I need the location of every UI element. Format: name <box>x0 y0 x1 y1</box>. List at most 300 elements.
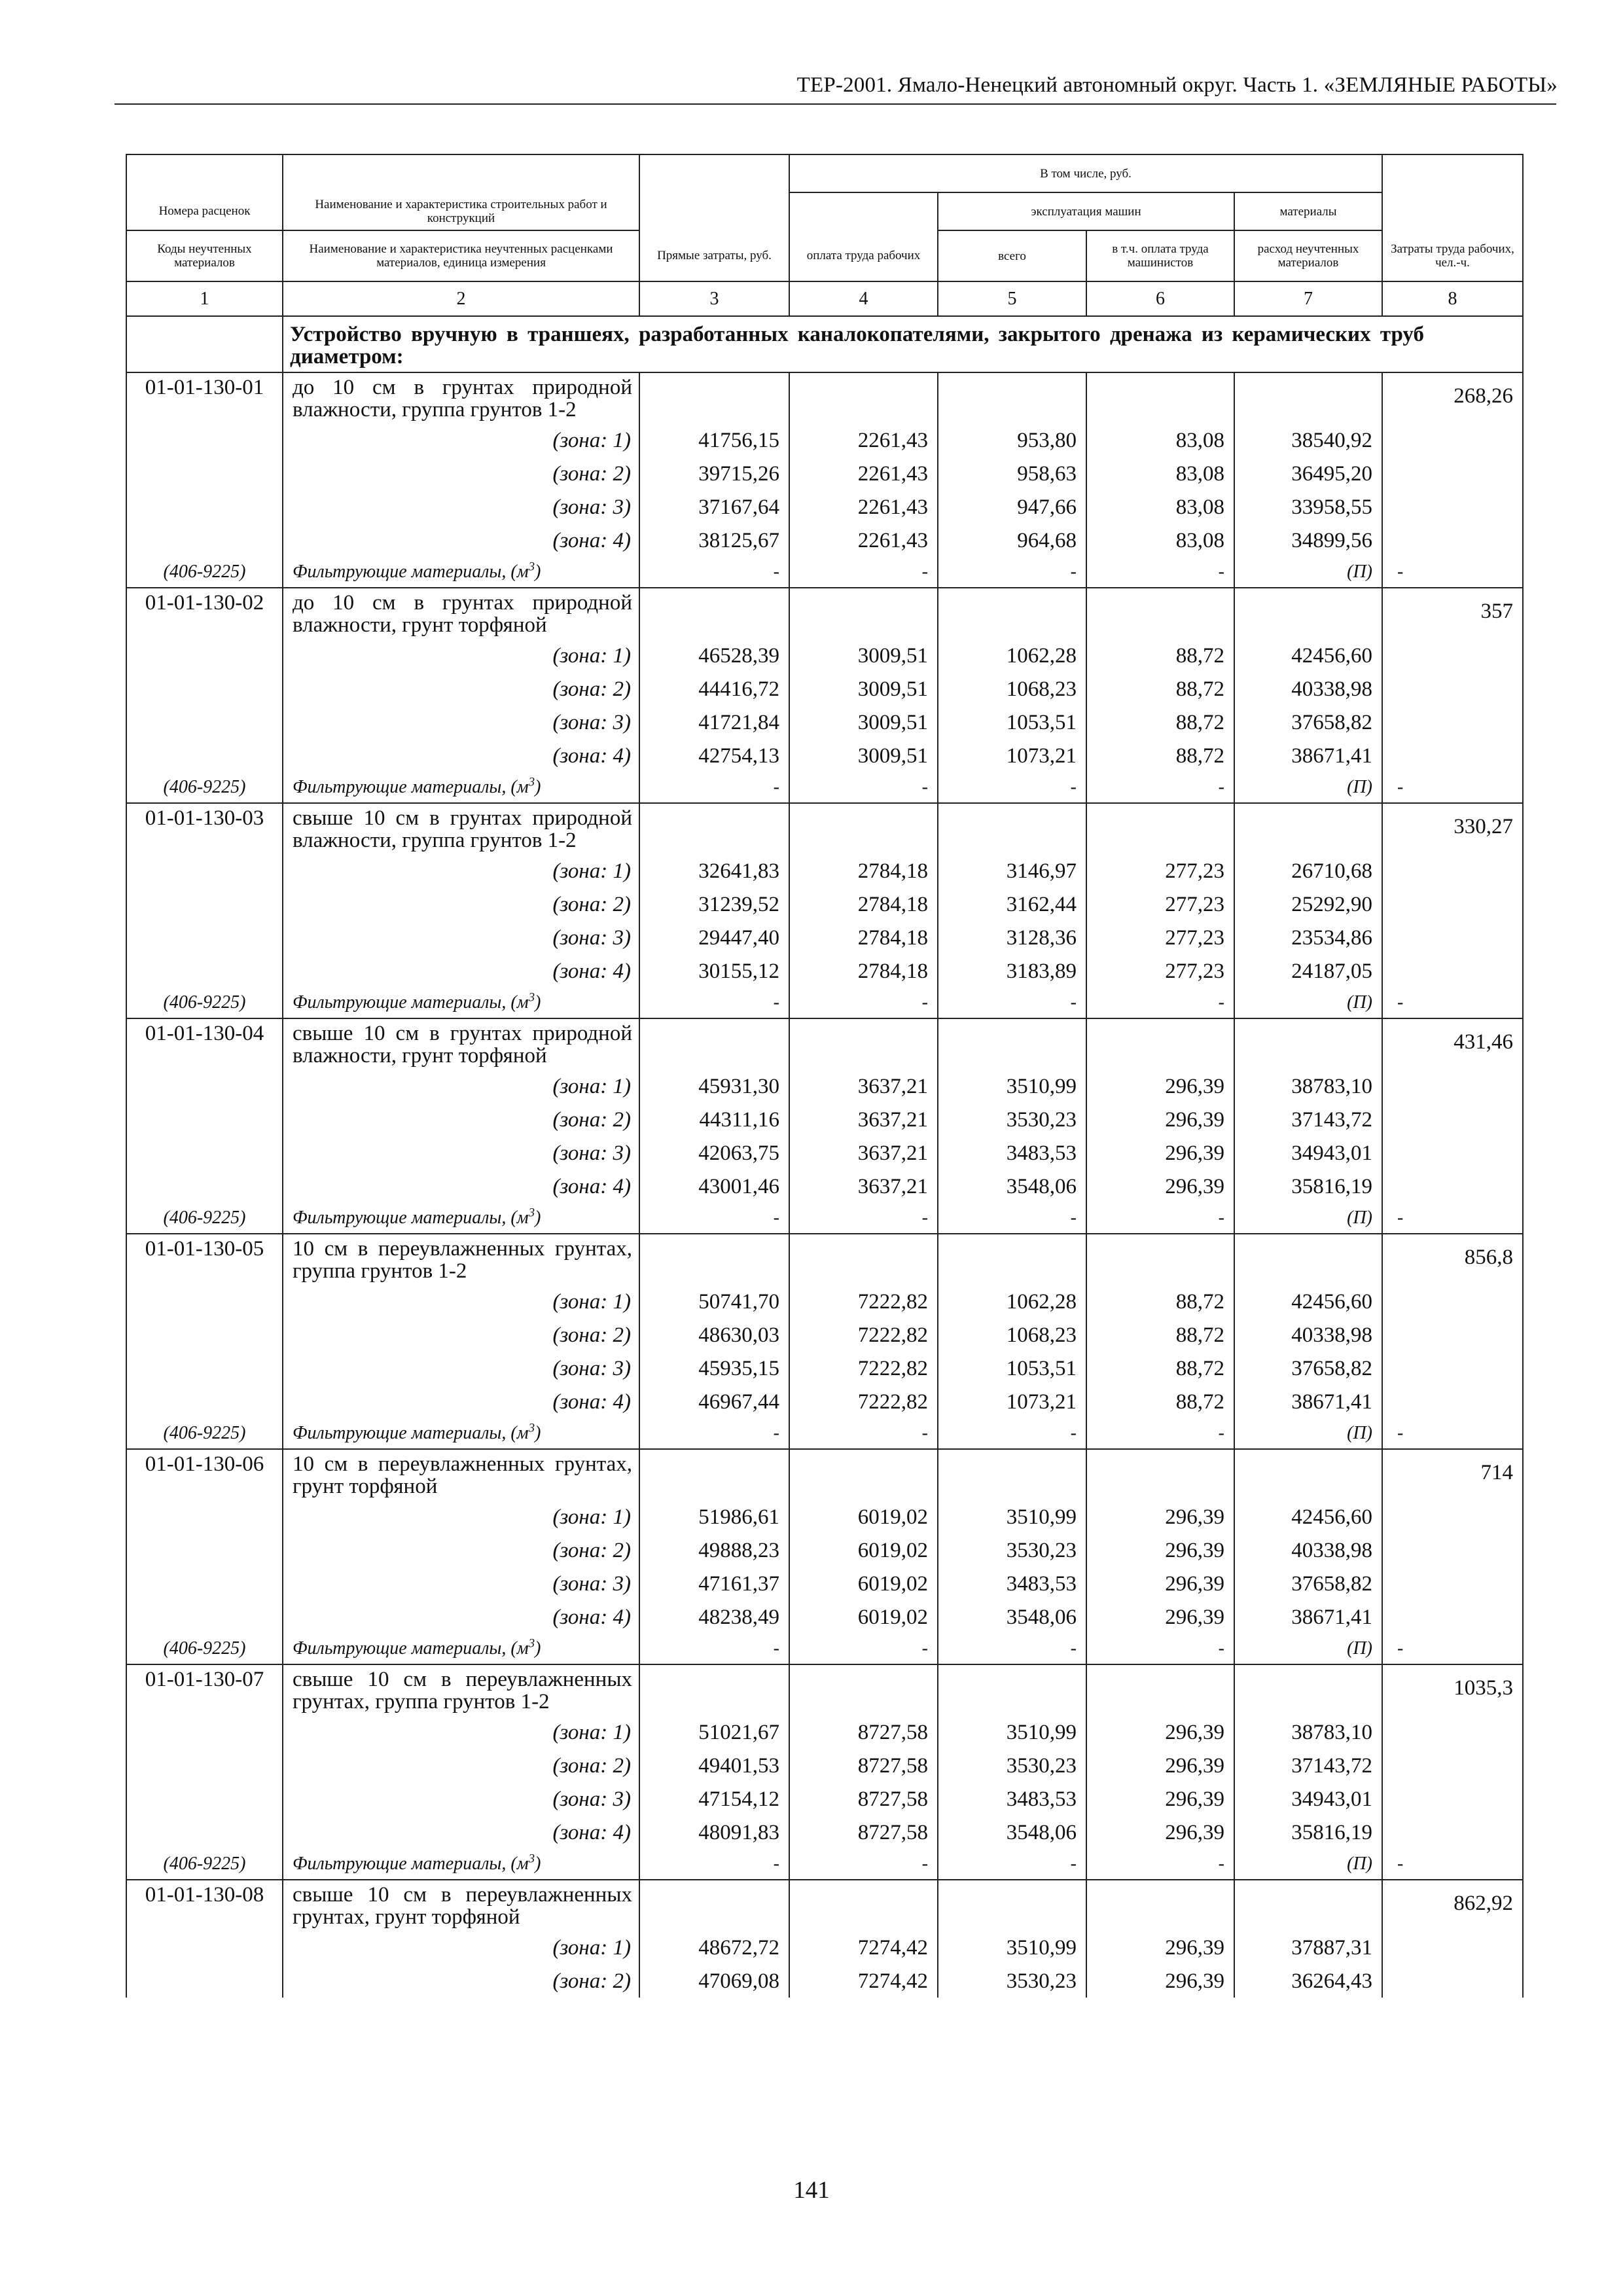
direct-cost: 49401,53 <box>639 1749 789 1782</box>
materials-cost: 38671,41 <box>1234 1385 1382 1418</box>
price-table <box>126 154 1524 1998</box>
material-dash: - <box>639 1203 789 1234</box>
machinist-wages: 83,08 <box>1086 457 1234 490</box>
zone-label: (зона: 4) <box>283 1600 639 1634</box>
empty-cell <box>1382 423 1523 457</box>
material-mark: (П) <box>1234 1849 1382 1880</box>
machines-total: 947,66 <box>938 490 1086 524</box>
materials-cost: 38783,10 <box>1234 1069 1382 1103</box>
empty-cell <box>126 524 283 557</box>
material-code: (406-9225) <box>126 557 283 588</box>
material-name-text: Фильтрующие материалы, (м <box>293 1854 529 1874</box>
material-name-close: ) <box>535 1638 541 1659</box>
zone-row <box>126 1385 1523 1418</box>
direct-cost: 37167,64 <box>639 490 789 524</box>
empty-cell <box>639 372 789 423</box>
worker-wages: 3009,51 <box>789 739 938 772</box>
empty-cell <box>1382 1964 1523 1998</box>
rate-name: свыше 10 см в грунтах природной влажности, грунт торфяной <box>283 1018 639 1069</box>
material-dash: - <box>938 772 1086 803</box>
machinist-wages: 296,39 <box>1086 1136 1234 1170</box>
machinist-wages: 296,39 <box>1086 1964 1234 1998</box>
material-name-close: ) <box>535 1423 541 1443</box>
materials-cost: 36264,43 <box>1234 1964 1382 1998</box>
rate-labor: 856,8 <box>1382 1234 1523 1285</box>
worker-wages: 3637,21 <box>789 1069 938 1103</box>
materials-cost: 37143,72 <box>1234 1749 1382 1782</box>
zone-row <box>126 1534 1523 1567</box>
zone-row <box>126 1103 1523 1136</box>
empty-cell <box>1382 639 1523 672</box>
empty-cell <box>1086 1234 1234 1285</box>
head-col5: всего <box>938 230 1086 281</box>
material-code: (406-9225) <box>126 1849 283 1880</box>
material-dash: - <box>1086 557 1234 588</box>
zone-row <box>126 1715 1523 1749</box>
materials-cost: 37658,82 <box>1234 706 1382 739</box>
zone-row <box>126 1069 1523 1103</box>
zone-label: (зона: 2) <box>283 1964 639 1998</box>
zone-label: (зона: 4) <box>283 954 639 988</box>
material-unit-exponent: 3 <box>528 775 535 789</box>
direct-cost: 41756,15 <box>639 423 789 457</box>
zone-label: (зона: 3) <box>283 921 639 954</box>
material-dash: - <box>1086 1634 1234 1664</box>
direct-cost: 44311,16 <box>639 1103 789 1136</box>
empty-cell <box>1086 1449 1234 1500</box>
zone-label: (зона: 4) <box>283 1816 639 1849</box>
machines-total: 3530,23 <box>938 1103 1086 1136</box>
machines-total: 3530,23 <box>938 1964 1086 1998</box>
zone-label: (зона: 2) <box>283 672 639 706</box>
machinist-wages: 296,39 <box>1086 1103 1234 1136</box>
zone-label: (зона: 1) <box>283 1931 639 1964</box>
worker-wages: 3637,21 <box>789 1170 938 1203</box>
zone-row <box>126 1782 1523 1816</box>
empty-cell <box>126 1069 283 1103</box>
materials-cost: 35816,19 <box>1234 1816 1382 1849</box>
rate-code: 01-01-130-03 <box>126 803 283 854</box>
zone-row <box>126 1749 1523 1782</box>
empty-cell <box>126 1715 283 1749</box>
rate-row <box>126 1880 1523 1931</box>
materials-cost: 35816,19 <box>1234 1170 1382 1203</box>
empty-cell <box>938 1234 1086 1285</box>
rate-row <box>126 1449 1523 1500</box>
zone-row <box>126 888 1523 921</box>
material-name <box>283 1849 639 1880</box>
material-dash: - <box>938 988 1086 1018</box>
material-mark: (П) <box>1234 1418 1382 1449</box>
materials-cost: 42456,60 <box>1234 639 1382 672</box>
materials-cost: 40338,98 <box>1234 1318 1382 1352</box>
empty-cell <box>126 457 283 490</box>
material-labor-dash: - <box>1382 1418 1523 1449</box>
rate-name: до 10 см в грунтах природной влажности, группа грунтов 1-2 <box>283 372 639 423</box>
machines-total: 3510,99 <box>938 1715 1086 1749</box>
empty-cell <box>789 1880 938 1931</box>
machines-total: 3183,89 <box>938 954 1086 988</box>
zone-row <box>126 1500 1523 1534</box>
zone-row <box>126 1352 1523 1385</box>
empty-cell <box>126 672 283 706</box>
worker-wages: 6019,02 <box>789 1534 938 1567</box>
materials-cost: 37658,82 <box>1234 1352 1382 1385</box>
zone-row <box>126 457 1523 490</box>
empty-cell <box>1234 1018 1382 1069</box>
machines-total: 3548,06 <box>938 1600 1086 1634</box>
machinist-wages: 296,39 <box>1086 1500 1234 1534</box>
zone-label: (зона: 3) <box>283 1782 639 1816</box>
machines-total: 3483,53 <box>938 1567 1086 1600</box>
machinist-wages: 296,39 <box>1086 1715 1234 1749</box>
worker-wages: 3009,51 <box>789 706 938 739</box>
machinist-wages: 88,72 <box>1086 1318 1234 1352</box>
empty-cell <box>1086 372 1234 423</box>
worker-wages: 7222,82 <box>789 1285 938 1318</box>
empty-cell <box>1234 588 1382 639</box>
empty-cell <box>126 1318 283 1352</box>
material-name <box>283 1203 639 1234</box>
direct-cost: 44416,72 <box>639 672 789 706</box>
machinist-wages: 296,39 <box>1086 1534 1234 1567</box>
empty-cell <box>938 1018 1086 1069</box>
empty-cell <box>1234 372 1382 423</box>
material-dash: - <box>789 557 938 588</box>
zone-row <box>126 706 1523 739</box>
empty-cell <box>1382 1782 1523 1816</box>
empty-cell <box>1086 588 1234 639</box>
zone-label: (зона: 4) <box>283 1385 639 1418</box>
empty-cell <box>1382 1715 1523 1749</box>
materials-cost: 37658,82 <box>1234 1567 1382 1600</box>
worker-wages: 3637,21 <box>789 1103 938 1136</box>
materials-cost: 38540,92 <box>1234 423 1382 457</box>
zone-label: (зона: 1) <box>283 1500 639 1534</box>
empty-cell <box>1234 1449 1382 1500</box>
direct-cost: 47154,12 <box>639 1782 789 1816</box>
zone-label: (зона: 2) <box>283 888 639 921</box>
empty-cell <box>126 888 283 921</box>
direct-cost: 45935,15 <box>639 1352 789 1385</box>
rate-labor: 268,26 <box>1382 372 1523 423</box>
zone-row <box>126 1964 1523 1998</box>
material-labor-dash: - <box>1382 1849 1523 1880</box>
machinist-wages: 277,23 <box>1086 921 1234 954</box>
empty-cell <box>126 1285 283 1318</box>
material-unit-exponent: 3 <box>528 990 535 1005</box>
zone-label: (зона: 1) <box>283 639 639 672</box>
empty-cell <box>1382 1069 1523 1103</box>
empty-cell <box>126 921 283 954</box>
machines-total: 3530,23 <box>938 1749 1086 1782</box>
rate-labor: 357 <box>1382 588 1523 639</box>
zone-label: (зона: 2) <box>283 457 639 490</box>
machinist-wages: 296,39 <box>1086 1749 1234 1782</box>
material-labor-dash: - <box>1382 772 1523 803</box>
machines-total: 3510,99 <box>938 1931 1086 1964</box>
zone-label: (зона: 3) <box>283 1567 639 1600</box>
rate-code: 01-01-130-07 <box>126 1664 283 1715</box>
empty-cell <box>126 1534 283 1567</box>
machinist-wages: 88,72 <box>1086 1385 1234 1418</box>
zone-label: (зона: 2) <box>283 1318 639 1352</box>
direct-cost: 47161,37 <box>639 1567 789 1600</box>
empty-cell <box>126 1964 283 1998</box>
head-group-total: В том числе, руб. <box>789 154 1382 192</box>
empty-cell <box>789 1018 938 1069</box>
direct-cost: 42754,13 <box>639 739 789 772</box>
material-dash: - <box>789 1634 938 1664</box>
head-col8: Затраты труда рабочих, чел.-ч. <box>1382 230 1523 281</box>
material-unit-exponent: 3 <box>528 1206 535 1220</box>
material-dash: - <box>1086 1203 1234 1234</box>
empty-cell <box>1382 1931 1523 1964</box>
zone-label: (зона: 2) <box>283 1534 639 1567</box>
material-dash: - <box>639 1634 789 1664</box>
material-dash: - <box>639 557 789 588</box>
material-name-close: ) <box>535 777 541 797</box>
machines-total: 1062,28 <box>938 1285 1086 1318</box>
material-code: (406-9225) <box>126 988 283 1018</box>
material-dash: - <box>639 988 789 1018</box>
empty-cell <box>126 1385 283 1418</box>
zone-label: (зона: 1) <box>283 1715 639 1749</box>
material-name-close: ) <box>535 562 541 582</box>
direct-cost: 51021,67 <box>639 1715 789 1749</box>
machinist-wages: 83,08 <box>1086 524 1234 557</box>
material-dash: - <box>938 1634 1086 1664</box>
head-num-2: 2 <box>283 281 639 316</box>
empty-cell <box>1382 524 1523 557</box>
direct-cost: 51986,61 <box>639 1500 789 1534</box>
head-col8-mid-spacer <box>1382 192 1523 230</box>
materials-cost: 26710,68 <box>1234 854 1382 888</box>
zone-row <box>126 854 1523 888</box>
rate-name: до 10 см в грунтах природной влажности, грунт торфяной <box>283 588 639 639</box>
zone-row <box>126 954 1523 988</box>
empty-cell <box>1382 490 1523 524</box>
head-col4-mid-spacer <box>789 192 938 230</box>
material-name-close: ) <box>535 992 541 1013</box>
head-num-8: 8 <box>1382 281 1523 316</box>
machines-total: 3146,97 <box>938 854 1086 888</box>
material-name-text: Фильтрующие материалы, (м <box>293 1638 529 1659</box>
empty-cell <box>126 1136 283 1170</box>
material-code: (406-9225) <box>126 772 283 803</box>
rate-labor: 862,92 <box>1382 1880 1523 1931</box>
empty-cell <box>1382 1749 1523 1782</box>
material-code: (406-9225) <box>126 1418 283 1449</box>
direct-cost: 38125,67 <box>639 524 789 557</box>
materials-cost: 37143,72 <box>1234 1103 1382 1136</box>
head-col6: в т.ч. оплата труда машинистов <box>1086 230 1234 281</box>
head-num-3: 3 <box>639 281 789 316</box>
empty-cell <box>126 1170 283 1203</box>
material-name-text: Фильтрующие материалы, (м <box>293 992 529 1013</box>
empty-cell <box>639 1880 789 1931</box>
material-dash: - <box>789 1203 938 1234</box>
direct-cost: 46967,44 <box>639 1385 789 1418</box>
machines-total: 3510,99 <box>938 1500 1086 1534</box>
empty-cell <box>938 1664 1086 1715</box>
machinist-wages: 83,08 <box>1086 423 1234 457</box>
empty-cell <box>126 1103 283 1136</box>
worker-wages: 2261,43 <box>789 490 938 524</box>
materials-cost: 37887,31 <box>1234 1931 1382 1964</box>
machinist-wages: 88,72 <box>1086 672 1234 706</box>
machines-total: 964,68 <box>938 524 1086 557</box>
rate-code: 01-01-130-08 <box>126 1880 283 1931</box>
machinist-wages: 277,23 <box>1086 854 1234 888</box>
section-title: Устройство вручную в траншеях, разработанных каналокопателями, закрытого дренажа из керамических труб диаметром: <box>283 316 1523 372</box>
empty-cell <box>1382 854 1523 888</box>
empty-cell <box>126 854 283 888</box>
empty-cell <box>126 1782 283 1816</box>
materials-cost: 25292,90 <box>1234 888 1382 921</box>
head-group-materials: материалы <box>1234 192 1382 230</box>
worker-wages: 3009,51 <box>789 639 938 672</box>
worker-wages: 8727,58 <box>789 1749 938 1782</box>
worker-wages: 6019,02 <box>789 1600 938 1634</box>
machines-total: 3548,06 <box>938 1816 1086 1849</box>
empty-cell <box>126 706 283 739</box>
empty-cell <box>1234 1234 1382 1285</box>
zone-label: (зона: 4) <box>283 1170 639 1203</box>
rate-row <box>126 1234 1523 1285</box>
rate-labor: 1035,3 <box>1382 1664 1523 1715</box>
empty-cell <box>1086 1018 1234 1069</box>
material-row <box>126 988 1523 1018</box>
materials-cost: 23534,86 <box>1234 921 1382 954</box>
machines-total: 3483,53 <box>938 1136 1086 1170</box>
worker-wages: 7222,82 <box>789 1352 938 1385</box>
machinist-wages: 296,39 <box>1086 1816 1234 1849</box>
direct-cost: 43001,46 <box>639 1170 789 1203</box>
zone-row <box>126 1816 1523 1849</box>
machines-total: 953,80 <box>938 423 1086 457</box>
empty-cell <box>1234 1880 1382 1931</box>
direct-cost: 41721,84 <box>639 706 789 739</box>
head-num-7: 7 <box>1234 281 1382 316</box>
worker-wages: 2784,18 <box>789 888 938 921</box>
empty-cell <box>1382 706 1523 739</box>
empty-cell <box>1382 954 1523 988</box>
materials-cost: 36495,20 <box>1234 457 1382 490</box>
zone-row <box>126 739 1523 772</box>
direct-cost: 29447,40 <box>639 921 789 954</box>
material-name-text: Фильтрующие материалы, (м <box>293 562 529 582</box>
empty-cell <box>1382 672 1523 706</box>
empty-cell <box>126 1567 283 1600</box>
head-num-1: 1 <box>126 281 283 316</box>
head-col8-top-spacer <box>1382 154 1523 192</box>
empty-cell <box>126 954 283 988</box>
rate-row <box>126 1018 1523 1069</box>
head-col3-mid-spacer <box>639 192 789 230</box>
material-mark: (П) <box>1234 988 1382 1018</box>
empty-cell <box>789 1664 938 1715</box>
empty-cell <box>789 803 938 854</box>
material-row <box>126 1418 1523 1449</box>
material-name-text: Фильтрующие материалы, (м <box>293 777 529 797</box>
empty-cell <box>1086 803 1234 854</box>
rate-name: 10 см в переувлажненных грунтах, грунт торфяной <box>283 1449 639 1500</box>
zone-row <box>126 1318 1523 1352</box>
head-col1-top: Номера расценок <box>126 192 283 230</box>
zone-row <box>126 1170 1523 1203</box>
zone-label: (зона: 3) <box>283 1352 639 1385</box>
head-col1-bottom: Коды неучтенных материалов <box>126 230 283 281</box>
zone-row <box>126 639 1523 672</box>
empty-cell <box>1382 739 1523 772</box>
worker-wages: 6019,02 <box>789 1500 938 1534</box>
material-dash: - <box>789 772 938 803</box>
direct-cost: 48672,72 <box>639 1931 789 1964</box>
material-name <box>283 988 639 1018</box>
rate-labor: 330,27 <box>1382 803 1523 854</box>
zone-label: (зона: 3) <box>283 490 639 524</box>
page-number: 141 <box>793 2177 830 2204</box>
rate-labor: 431,46 <box>1382 1018 1523 1069</box>
material-unit-exponent: 3 <box>528 1421 535 1435</box>
empty-cell <box>789 1234 938 1285</box>
zone-row <box>126 1567 1523 1600</box>
material-name <box>283 772 639 803</box>
rate-name: свыше 10 см в переувлажненных грунтах, грунт торфяной <box>283 1880 639 1931</box>
material-unit-exponent: 3 <box>528 560 535 574</box>
empty-cell <box>126 1749 283 1782</box>
rate-code: 01-01-130-04 <box>126 1018 283 1069</box>
material-dash: - <box>938 1203 1086 1234</box>
machines-total: 1073,21 <box>938 739 1086 772</box>
empty-cell <box>126 639 283 672</box>
empty-cell <box>1382 1170 1523 1203</box>
empty-cell <box>126 1352 283 1385</box>
direct-cost: 48091,83 <box>639 1816 789 1849</box>
machinist-wages: 296,39 <box>1086 1069 1234 1103</box>
empty-cell <box>938 1880 1086 1931</box>
material-dash: - <box>639 772 789 803</box>
worker-wages: 2261,43 <box>789 524 938 557</box>
rate-row <box>126 588 1523 639</box>
machines-total: 1068,23 <box>938 672 1086 706</box>
material-name <box>283 557 639 588</box>
head-col2-bottom: Наименование и характеристика неучтенных расценками материалов, единица измерения <box>283 230 639 281</box>
worker-wages: 8727,58 <box>789 1816 938 1849</box>
rate-row <box>126 803 1523 854</box>
direct-cost: 50741,70 <box>639 1285 789 1318</box>
worker-wages: 7274,42 <box>789 1964 938 1998</box>
zone-label: (зона: 1) <box>283 423 639 457</box>
material-dash: - <box>938 1418 1086 1449</box>
empty-cell <box>1234 803 1382 854</box>
worker-wages: 7222,82 <box>789 1318 938 1352</box>
machinist-wages: 88,72 <box>1086 1285 1234 1318</box>
empty-cell <box>1086 1664 1234 1715</box>
zone-row <box>126 672 1523 706</box>
worker-wages: 3009,51 <box>789 672 938 706</box>
worker-wages: 8727,58 <box>789 1782 938 1816</box>
machines-total: 3162,44 <box>938 888 1086 921</box>
material-row <box>126 557 1523 588</box>
machines-total: 3510,99 <box>938 1069 1086 1103</box>
empty-cell <box>1382 1567 1523 1600</box>
machinist-wages: 296,39 <box>1086 1170 1234 1203</box>
machinist-wages: 88,72 <box>1086 639 1234 672</box>
machinist-wages: 277,23 <box>1086 954 1234 988</box>
machinist-wages: 296,39 <box>1086 1931 1234 1964</box>
